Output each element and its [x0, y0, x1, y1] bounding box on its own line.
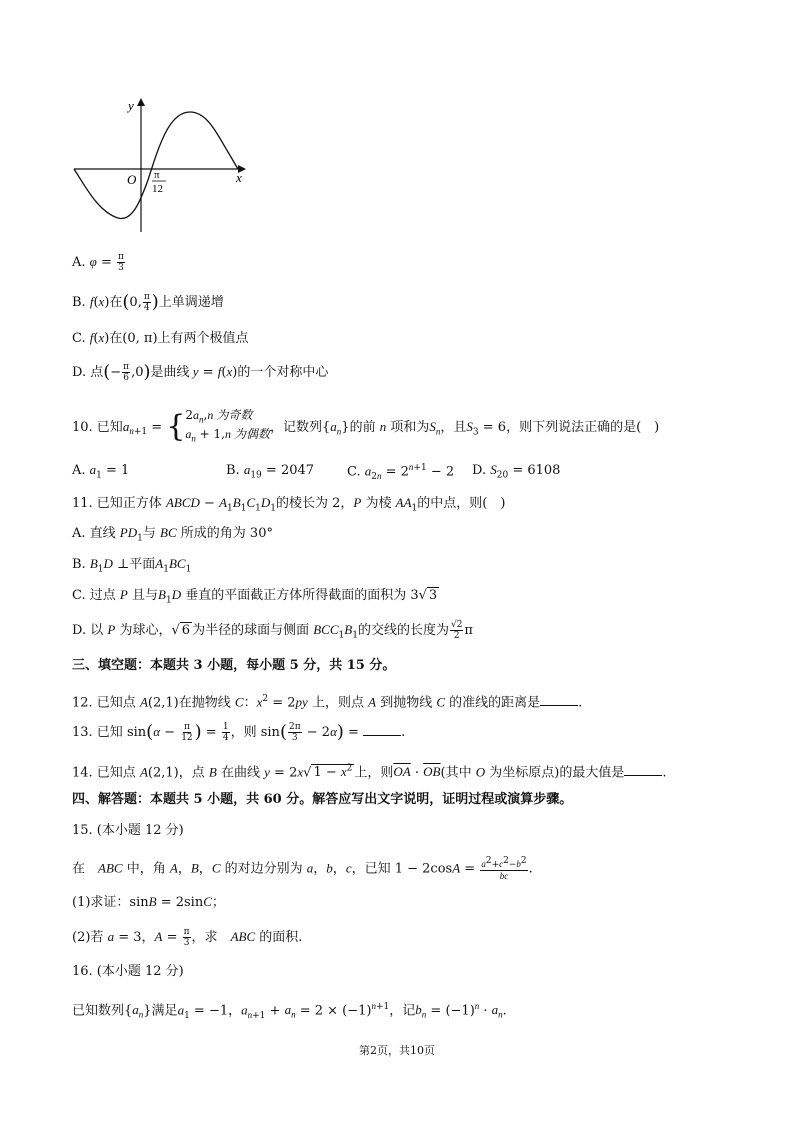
q15-stem: 在 ABC 中，角 A，B，C 的对边分别为 a，b，c，已知 1 − 2cosA = $\frac{a^2+c^2-b^2}{bc}$ . [72, 856, 533, 881]
q11-stem: 11. 已知正方体 ABCD − $A_1B_1C_1D_1$的棱长为 2，P 为棱 $AA_1$的中点，则( ) [72, 495, 506, 514]
sine-curve [74, 112, 238, 219]
section-4-heading: 四、解答题：本题共 5 小题，共 60 分。解答应写出文字说明，证明过程或演算步骤。 [72, 792, 573, 807]
section-3-heading: 三、填空题：本题共 3 小题，每小题 5 分，共 15 分。 [72, 658, 396, 673]
q11-option-b: B. $B_1D$ ⊥平面$A_1BC_1$ [72, 556, 192, 575]
q10-option-c: C. $a_{2n} = 2^{n+1} - 2$ [347, 462, 455, 482]
q14-answer-blank[interactable] [624, 763, 662, 776]
q9-option-b: B. f(x)在(0, $\frac{\pi}{4}$ )上单调递增 [72, 291, 224, 313]
q10-option-d: D. $S_{20} = 6108$ [472, 462, 561, 481]
q15-part-2: (2)若 a = 3，A = $\frac{\pi}{3}$ ，求 ABC 的面积. [72, 927, 303, 948]
q16-heading: 16. (本小题 12 分) [72, 964, 184, 979]
origin-label: O [127, 172, 137, 187]
q13: 13. 已知 sin(α − $\frac{\pi}{12}$ ) = $\frac{1}{4}$ ，则 sin( $\frac{2\pi}{3}$ − 2α) = . [72, 721, 406, 743]
q11-option-c: C. 过点 P 且与$B_1D$ 垂直的平面截正方体所得截面的面积为 3√ 3 [72, 587, 438, 606]
tick-numerator: π [154, 169, 160, 181]
q13-answer-blank[interactable] [363, 723, 401, 736]
tick-denominator: 12 [152, 183, 163, 195]
q9-option-d: D. 点(− $\frac{\pi}{6}$ ,0)是曲线 y = f(x)的一个对称中心 [72, 361, 329, 383]
q14: 14. 已知点 A(2,1)，点 B 在曲线 y = 2x√ $1 - x^2$ 上，则$\overline{OA} \cdot \overline{OB}$(其中 O 为坐标原点)的最大值是 . [72, 764, 667, 781]
q9-option-c: C. f(x)在(0, π)上有两个极值点 [72, 330, 249, 346]
q15-heading: 15. (本小题 12 分) [72, 823, 184, 838]
q10-option-a: A. $a_1 = 1$ [72, 462, 130, 481]
q9-option-a: A. φ = $\frac{\pi}{3}$ [72, 252, 124, 273]
x-label: x [236, 170, 242, 185]
q12-answer-blank[interactable] [540, 693, 578, 706]
q16-stem: 已知数列$\{a_n\}$满足$a_1 = -1$，$a_{n+1} + a_n = 2 \times (-1)^{n+1}$，记$b_n = (-1)^n \cdot a_n$. [72, 1001, 507, 1021]
q11-option-a: A. 直线 $PD_1$与 BC 所成的角为 30° [72, 525, 273, 544]
q11-option-d: D. 以 P 为球心，√ 6 为半径的球面与侧面 $BCC_1B_1$的交线的长度为 $\frac{√2}{2}$ π [72, 620, 473, 641]
y-label: y [128, 98, 134, 113]
y-axis-arrow [137, 98, 145, 106]
q15-part-1: (1)求证：sinB = 2sinC； [72, 894, 225, 910]
q12: 12. 已知点 A(2,1)在抛物线 C：$x^2 = 2py$ 上，则点 A 到抛物线 C 的准线的距离是 . [72, 694, 583, 711]
q10-option-b: B. $a_{19} = 2047$ [226, 462, 315, 481]
page-footer: 第2页，共10页 [359, 1044, 435, 1057]
sine-graph [70, 92, 250, 242]
q10-stem: 10. 已知$a_{n+1}$ = { $2a_n,n$ 为奇数 $a_n + 1,n$ 为偶数 ，记数列$\{a_n\}$的前 n 项和为$S_n$，且$S_3 = 6$，则下列说法正确的是( ) [72, 408, 660, 445]
